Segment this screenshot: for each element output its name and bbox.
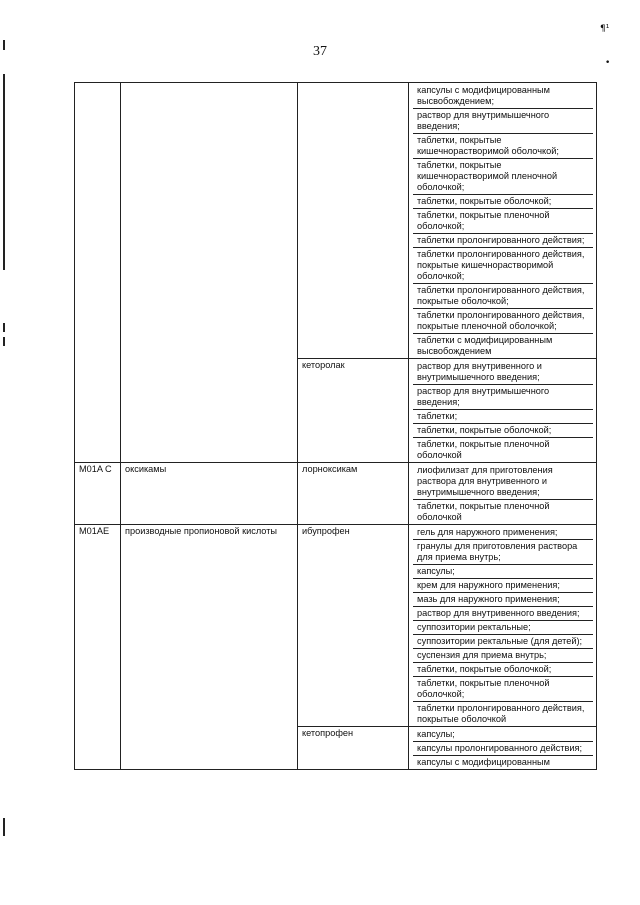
dosage-form-item: таблетки пролонгированного действия; — [413, 234, 593, 248]
dosage-forms-cell — [409, 525, 597, 727]
dosage-form-item: раствор для внутримышечного введения; — [413, 109, 593, 134]
dosage-form-item: раствор для внутривенного и внутримышечного введения; — [413, 360, 593, 385]
dosage-form-item: гранулы для приготовления раствора для приема внутрь; — [413, 540, 593, 565]
dosage-form-item: таблетки, покрытые кишечнорастворимой оболочкой; — [413, 134, 593, 159]
dosage-form-item: раствор для внутримышечного введения; — [413, 385, 593, 410]
dosage-form-item: таблетки пролонгированного действия, покрытые оболочкой — [417, 703, 585, 724]
dosage-form-item: суппозитории ректальные (для детей); — [413, 635, 593, 649]
table-row — [75, 463, 597, 525]
dosage-form-item: таблетки, покрытые оболочкой; — [413, 424, 593, 438]
table-row — [75, 525, 597, 727]
dosage-form-item: таблетки, покрытые пленочной оболочкой; — [413, 209, 593, 234]
page-number: 37 — [313, 44, 327, 59]
atc-code-cell: M01A C — [75, 463, 121, 525]
dosage-form-item: мазь для наружного применения; — [413, 593, 593, 607]
scan-margin-mark — [3, 323, 5, 332]
dosage-form-item: таблетки, покрытые пленочной оболочкой — [417, 439, 550, 460]
dosage-form-item: таблетки, покрытые пленочной оболочкой; — [413, 677, 593, 702]
dosage-form-item: таблетки; — [413, 410, 593, 424]
dosage-form-item: суспензия для приема внутрь; — [413, 649, 593, 663]
dosage-forms-cell — [409, 463, 597, 525]
atc-code-cell — [75, 83, 121, 463]
drug-group-cell: оксикамы — [121, 463, 298, 525]
scan-margin-mark — [3, 74, 5, 270]
dosage-forms-cell — [409, 359, 597, 463]
dosage-form-item: раствор для внутривенного введения; — [413, 607, 593, 621]
dosage-forms-cell — [409, 83, 597, 359]
drug-group-cell — [121, 83, 298, 463]
dosage-form-item: таблетки, покрытые оболочкой; — [413, 195, 593, 209]
scan-margin-mark — [3, 818, 5, 836]
drug-name-cell: ибупрофен — [298, 525, 409, 727]
dosage-form-item: гель для наружного применения; — [413, 526, 593, 540]
dosage-form-item: капсулы пролонгированного действия; — [413, 742, 593, 756]
dosage-form-item: таблетки, покрытые пленочной оболочкой — [417, 501, 550, 522]
dosage-form-item: капсулы; — [413, 565, 593, 579]
drug-name-cell: лорноксикам — [298, 463, 409, 525]
dosage-form-item: лиофилизат для приготовления раствора для внутривенного и внутримышечного введения; — [413, 464, 593, 500]
atc-code-cell: M01AE — [75, 525, 121, 770]
dosage-form-item: таблетки с модифицированным высвобождением — [417, 335, 553, 356]
corner-mark: ¶¹ — [600, 24, 610, 34]
drug-table — [74, 82, 597, 770]
drug-name-cell: кеторолак — [298, 359, 409, 463]
corner-mark: • — [605, 58, 611, 68]
dosage-form-item: таблетки пролонгированного действия, покрытые пленочной оболочкой; — [413, 309, 593, 334]
drug-name-cell: кетопрофен — [298, 727, 409, 770]
dosage-form-item: таблетки пролонгированного действия, покрытые кишечнорастворимой оболочкой; — [413, 248, 593, 284]
dosage-form-item: капсулы; — [413, 728, 593, 742]
dosage-forms-cell — [409, 727, 597, 770]
dosage-form-item: таблетки, покрытые оболочкой; — [413, 663, 593, 677]
drug-name-cell — [298, 83, 409, 359]
dosage-form-item: таблетки пролонгированного действия, покрытые оболочкой; — [413, 284, 593, 309]
dosage-form-item: таблетки, покрытые кишечнорастворимой пленочной оболочкой; — [413, 159, 593, 195]
dosage-form-item: крем для наружного применения; — [413, 579, 593, 593]
drug-group-cell: производные пропионовой кислоты — [121, 525, 298, 770]
dosage-form-item: капсулы с модифицированным — [417, 757, 550, 767]
dosage-form-item: суппозитории ректальные; — [413, 621, 593, 635]
scan-margin-mark — [3, 337, 5, 346]
dosage-form-item: капсулы с модифицированным высвобождением; — [413, 84, 593, 109]
table-row — [75, 83, 597, 359]
scan-margin-mark — [3, 40, 5, 50]
